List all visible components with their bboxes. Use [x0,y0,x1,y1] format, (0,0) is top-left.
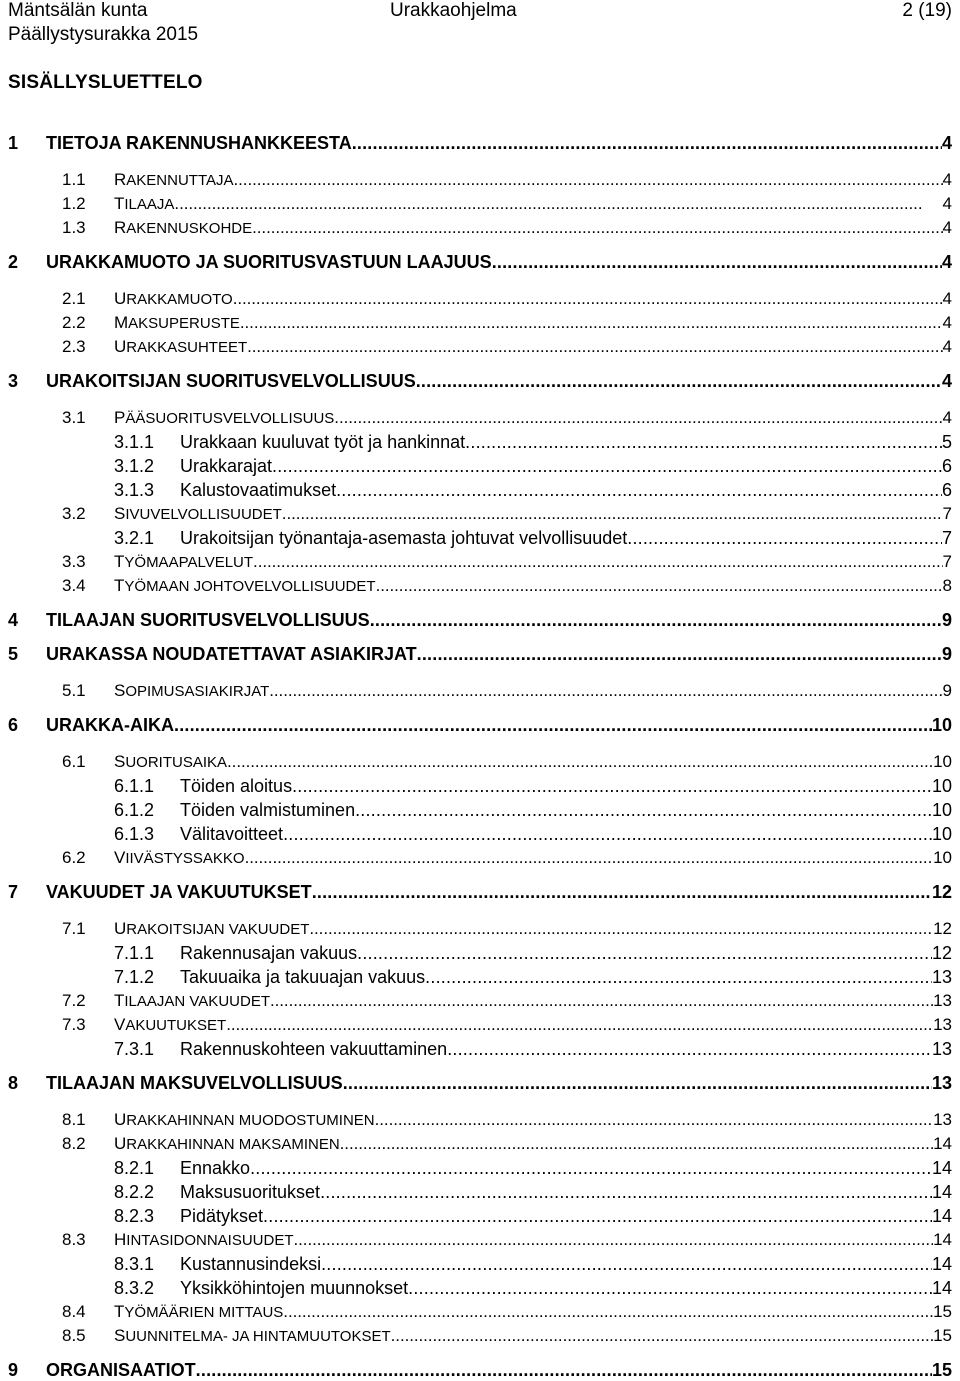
toc-page-number: 9 [941,610,952,630]
toc-entry-title: Maksusuoritukset [180,1182,321,1202]
toc-section-entry[interactable] [62,1134,952,1154]
toc-entry-title: URAKKAMUOTO [114,289,233,308]
toc-subsection-entry[interactable] [114,1278,952,1299]
toc-dot-leader [283,1302,933,1322]
toc-dot-leader [416,371,942,392]
toc-page-number: 14 [931,1254,952,1274]
toc-dot-leader [253,552,942,572]
toc-page-number: 10 [931,776,952,796]
toc-entry-number: 8.3.2 [114,1278,155,1298]
toc-dot-leader [336,480,942,501]
toc-dot-leader [320,1182,932,1203]
toc-page-number: 15 [933,1302,952,1321]
toc-page-number: 7 [941,528,952,548]
toc-page-number: 14 [933,1230,952,1249]
toc-subsection-entry[interactable] [114,1039,952,1060]
toc-subsection-entry[interactable] [114,432,952,453]
toc-page-number: 14 [931,1182,952,1202]
toc-entry-title: Kalustovaatimukset [180,480,337,500]
toc-entry-title: SIVUVELVOLLISUUDET [114,504,282,523]
toc-section-entry[interactable] [62,576,952,596]
toc-entry-title: Välitavoitteet [180,824,284,844]
toc-dot-leader [245,848,934,868]
toc-dot-leader [283,824,932,845]
toc-dot-leader [408,1278,932,1299]
toc-entry-title: URAKASSA NOUDATETTAVAT ASIAKIRJAT [46,644,417,664]
toc-page-number: 14 [933,1134,952,1153]
toc-entry-number: 7.1.2 [114,967,155,987]
toc-dot-leader [465,432,942,453]
toc-entry-number: 7.1.1 [114,943,155,963]
toc-entry-title: Pidätykset [180,1206,264,1226]
toc-entry-number: 2.1 [62,289,86,308]
toc-page-number: 15 [931,1360,952,1380]
toc-page-number: 10 [933,752,952,771]
toc-entry-title: PÄÄSUORITUSVELVOLLISUUS [114,408,335,427]
toc-entry-number: 2.2 [62,313,86,332]
toc-section-entry[interactable] [62,552,952,572]
toc-dot-leader [227,752,933,772]
toc-entry-title: SUUNNITELMA- JA HINTAMUUTOKSET [114,1326,391,1345]
toc-chapter-entry[interactable] [8,644,952,665]
toc-entry-title: URAKKAMUOTO JA SUORITUSVASTUUN LAAJUUS [46,252,492,272]
toc-subsection-entry[interactable] [114,967,952,988]
toc-entry-number: 8.2.3 [114,1206,155,1226]
toc-page-number: 6 [941,456,952,476]
toc-chapter-entry[interactable] [8,133,952,154]
toc-page-number: 13 [931,1039,952,1059]
toc-section-entry[interactable] [62,313,952,333]
toc-entry-title: MAKSUPERUSTE [114,313,240,332]
toc-entry-title: URAKOITSIJAN VAKUUDET [114,919,310,938]
municipality-name: Mäntsälän kunta [8,0,148,21]
toc-section-entry[interactable] [62,218,952,238]
toc-dot-leader [334,408,942,428]
toc-entry-number: 8.1 [62,1110,86,1129]
toc-dot-leader [352,133,942,154]
toc-subsection-entry[interactable] [114,528,952,549]
toc-chapter-entry[interactable] [8,1073,952,1094]
toc-section-entry[interactable] [62,170,952,190]
toc-dot-leader [272,456,942,477]
toc-dot-leader [492,252,942,273]
toc-page-number: 12 [931,943,952,963]
toc-entry-title: TILAAJAN VAKUUDET [114,991,270,1010]
toc-entry-title: Rakennuskohteen vakuuttaminen [180,1039,448,1059]
toc-section-entry[interactable] [62,1326,952,1346]
toc-entry-number: 3.3 [62,552,86,571]
toc-entry-number: 7.2 [62,991,86,1010]
toc-section-entry[interactable] [62,504,952,524]
toc-dot-leader [447,1039,932,1060]
toc-entry-number: 8 [8,1073,19,1093]
toc-entry-number: 8.2.1 [114,1158,155,1178]
toc-entry-title: Töiden aloitus [180,776,293,796]
toc-entry-number: 1.1 [62,170,86,189]
toc-section-entry[interactable] [62,752,952,772]
toc-entry-number: 3.2 [62,504,86,523]
toc-entry-number: 6.1 [62,752,86,771]
toc-dot-leader [263,1206,932,1227]
toc-section-entry[interactable] [62,919,952,939]
toc-page-number: 5 [941,432,952,452]
toc-dot-leader [309,919,933,939]
toc-entry-number: 5 [8,644,19,664]
toc-page-number: 13 [931,967,952,987]
toc-dot-leader [233,289,943,309]
toc-page-number: 7 [942,504,952,523]
toc-subsection-entry[interactable] [114,824,952,845]
toc-dot-leader [226,1015,933,1035]
toc-dot-leader [174,194,942,214]
toc-entry-title: VAKUUTUKSET [114,1015,227,1034]
toc-section-entry[interactable] [62,681,952,701]
toc-page-number: 10 [931,800,952,820]
toc-subsection-entry[interactable] [114,800,952,821]
toc-dot-leader [340,1134,933,1154]
toc-page-number: 8 [942,576,952,595]
toc-entry-title: URAKKASUHTEET [114,337,248,356]
toc-page-number: 9 [941,644,952,664]
toc-entry-number: 8.4 [62,1302,86,1321]
toc-dot-leader [375,1110,933,1130]
toc-entry-number: 8.3 [62,1230,86,1249]
toc-page-number: 14 [931,1158,952,1178]
toc-entry-title: RAKENNUSKOHDE [114,218,253,237]
toc-entry-title: Urakkaan kuuluvat työt ja hankinnat [180,432,466,452]
toc-section-entry[interactable] [62,408,952,428]
toc-page-number: 9 [942,681,952,700]
toc-dot-leader [355,800,932,821]
toc-entry-number: 6.1.2 [114,800,155,820]
toc-section-entry[interactable] [62,1230,952,1250]
document-type: Urakkaohjelma [390,0,517,21]
toc-entry-number: 3.1.2 [114,456,155,476]
toc-entry-number: 6.1.1 [114,776,155,796]
toc-page-number: 10 [931,715,952,735]
toc-entry-title: Urakoitsijan työnantaja-asemasta johtuvat velvollisuudet [180,528,628,548]
toc-chapter-entry[interactable] [8,252,952,273]
toc-entry-number: 6 [8,715,19,735]
toc-dot-leader [240,313,943,333]
toc-entry-title: TILAAJA [114,194,175,213]
toc-page-number: 13 [931,1073,952,1093]
toc-dot-leader [294,1230,934,1250]
project-name: Päällystysurakka 2015 [8,24,199,45]
toc-page-number: 4 [942,170,952,189]
toc-dot-leader [247,337,942,357]
toc-page-number: 4 [942,218,952,237]
toc-section-entry[interactable] [62,1015,952,1035]
toc-page-number: 4 [942,408,952,427]
toc-entry-number: 4 [8,610,19,630]
toc-entry-number: 8.5 [62,1326,86,1345]
toc-page-number: 4 [942,289,952,308]
toc-entry-title: TILAAJAN SUORITUSVELVOLLISUUS [46,610,370,630]
toc-dot-leader [292,776,932,797]
toc-subsection-entry[interactable] [114,1182,952,1203]
toc-entry-number: 2.3 [62,337,86,356]
toc-chapter-entry[interactable] [8,610,952,631]
toc-entry-title: Rakennusajan vakuus [180,943,358,963]
toc-entry-title: URAKKAHINNAN MAKSAMINEN [114,1134,340,1153]
toc-page-number: 4 [941,252,952,272]
toc-dot-leader [252,218,942,238]
toc-entry-title: SOPIMUSASIAKIRJAT [114,681,270,700]
toc-chapter-entry[interactable] [8,715,952,736]
toc-page-number: 10 [931,824,952,844]
toc-dot-leader [321,1254,932,1275]
toc-page-number: 7 [942,552,952,571]
toc-entry-number: 6.1.3 [114,824,155,844]
toc-title: SISÄLLYSLUETTELO [8,72,203,93]
toc-entry-title: TYÖMÄÄRIEN MITTAUS [114,1302,284,1321]
toc-page-number: 10 [933,848,952,867]
toc-dot-leader [627,528,942,549]
toc-dot-leader [425,967,932,988]
toc-dot-leader [391,1326,933,1346]
toc-page-number: 13 [933,1110,952,1129]
toc-page-number: 14 [931,1278,952,1298]
toc-dot-leader [234,170,943,190]
toc-entry-number: 3 [8,371,19,391]
toc-subsection-entry[interactable] [114,1206,952,1227]
toc-dot-leader [343,1073,932,1094]
toc-dot-leader [270,991,933,1011]
toc-chapter-entry[interactable] [8,882,952,903]
toc-section-entry[interactable] [62,1110,952,1130]
toc-subsection-entry[interactable] [114,943,952,964]
toc-entry-title: Takuuaika ja takuuajan vakuus [180,967,426,987]
toc-entry-number: 3.4 [62,576,86,595]
toc-page-number: 12 [931,882,952,902]
toc-entry-number: 2 [8,252,19,272]
toc-entry-number: 7.3 [62,1015,86,1034]
toc-entry-title: TIETOJA RAKENNUSHANKKEESTA [46,133,352,153]
toc-page-number: 15 [933,1326,952,1345]
toc-dot-leader [250,1158,932,1179]
toc-entry-number: 7 [8,882,19,902]
toc-entry-title: TYÖMAAPALVELUT [114,552,254,571]
toc-dot-leader [417,644,942,665]
toc-subsection-entry[interactable] [114,456,952,477]
toc-subsection-entry[interactable] [114,776,952,797]
toc-entry-number: 3.1.3 [114,480,155,500]
toc-entry-number: 8.3.1 [114,1254,155,1274]
toc-entry-title: Töiden valmistuminen [180,800,356,820]
toc-subsection-entry[interactable] [114,480,952,501]
toc-entry-number: 8.2 [62,1134,86,1153]
toc-entry-title: TYÖMAAN JOHTOVELVOLLISUUDET [114,576,376,595]
toc-page-number: 12 [933,919,952,938]
toc-entry-title: VIIVÄSTYSSAKKO [114,848,245,867]
toc-page-number: 4 [942,313,952,332]
toc-dot-leader [282,504,943,524]
toc-entry-title: RAKENNUTTAJA [114,170,234,189]
toc-entry-number: 5.1 [62,681,86,700]
toc-section-entry[interactable] [62,194,952,214]
toc-entry-number: 3.1.1 [114,432,155,452]
toc-entry-title: Urakkarajat [180,456,273,476]
toc-dot-leader [357,943,932,964]
toc-entry-title: HINTASIDONNAISUUDET [114,1230,294,1249]
toc-dot-leader [376,576,943,596]
toc-entry-title: Ennakko [180,1158,251,1178]
toc-entry-number: 7.1 [62,919,86,938]
toc-page-number: 4 [942,337,952,356]
toc-entry-title: SUORITUSAIKA [114,752,228,771]
toc-page-number: 4 [941,371,952,391]
toc-dot-leader [312,882,932,903]
toc-page-number: 4 [942,194,952,213]
toc-entry-number: 3.1 [62,408,86,427]
toc-section-entry[interactable] [62,289,952,309]
toc-entry-number: 9 [8,1360,19,1380]
toc-page-number: 13 [933,1015,952,1034]
toc-entry-title: URAKKA-AIKA [46,715,174,735]
toc-chapter-entry[interactable] [8,371,952,392]
toc-entry-number: 8.2.2 [114,1182,155,1202]
toc-entry-title: TILAAJAN MAKSUVELVOLLISUUS [46,1073,343,1093]
toc-entry-title: Yksikköhintojen muunnokset [180,1278,409,1298]
toc-entry-title: ORGANISAATIOT [46,1360,196,1380]
toc-dot-leader [269,681,942,701]
toc-section-entry[interactable] [62,1302,952,1322]
toc-subsection-entry[interactable] [114,1254,952,1275]
toc-dot-leader [174,715,932,736]
toc-entry-number: 1 [8,133,19,153]
toc-entry-title: URAKOITSIJAN SUORITUSVELVOLLISUUS [46,371,416,391]
toc-entry-number: 7.3.1 [114,1039,155,1059]
toc-entry-title: URAKKAHINNAN MUODOSTUMINEN [114,1110,375,1129]
toc-entry-number: 1.3 [62,218,86,237]
toc-section-entry[interactable] [62,337,952,357]
toc-subsection-entry[interactable] [114,1158,952,1179]
toc-page-number: 13 [933,991,952,1010]
toc-entry-number: 3.2.1 [114,528,155,548]
toc-page-number: 4 [941,133,952,153]
toc-section-entry[interactable] [62,848,952,868]
toc-entry-number: 1.2 [62,194,86,213]
page-indicator: 2 (19) [902,0,952,21]
toc-page-number: 14 [931,1206,952,1226]
toc-page-number: 6 [941,480,952,500]
toc-entry-number: 6.2 [62,848,86,867]
toc-section-entry[interactable] [62,991,952,1011]
toc-dot-leader [370,610,942,631]
toc-entry-title: Kustannusindeksi [180,1254,322,1274]
toc-entry-title: VAKUUDET JA VAKUUTUKSET [46,882,312,902]
